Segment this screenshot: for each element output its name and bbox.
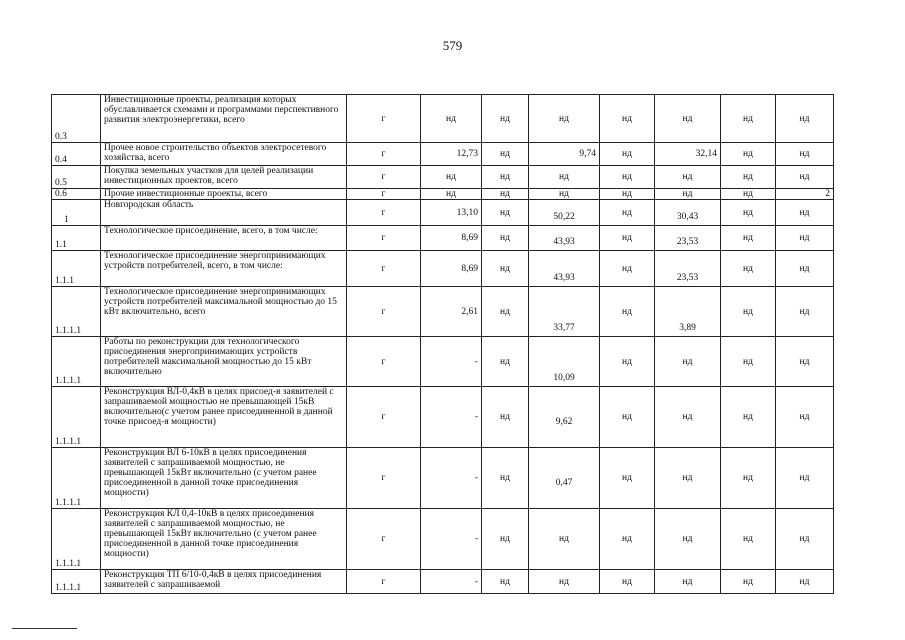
page-number: 579 <box>442 38 463 53</box>
row-value: 9,62 <box>529 387 600 448</box>
row-unit: г <box>347 226 421 251</box>
table-row <box>52 387 834 448</box>
row-value: нд <box>421 95 482 143</box>
row-name: Прочие инвестиционные проекты, всего <box>101 189 347 200</box>
row-value: 33,77 <box>529 287 600 337</box>
row-value: нд <box>482 200 529 226</box>
row-value: нд <box>529 189 600 200</box>
table-row <box>52 337 834 387</box>
row-value: нд <box>482 387 529 448</box>
row-value: нд <box>421 166 482 189</box>
row-name: Реконструкция ТП 6/10-0,4кВ в целях присоединения заявителей с запрашиваемой <box>101 570 347 594</box>
row-name: Реконструкция ВЛ-0,4кВ в целях присоед-я заявителей с запрашиваемой мощностью не превышающей 15кВ включительно(с учетом ранее присоединенной в данной точке присоед-я мощности) <box>101 387 347 448</box>
row-unit: г <box>347 287 421 337</box>
row-value: 13,10 <box>421 200 482 226</box>
row-name: Покупка земельных участков для целей реализации инвестиционных проектов, всего <box>101 166 347 189</box>
row-value: нд <box>482 287 529 337</box>
row-value: 50,22 <box>529 200 600 226</box>
row-value: нд <box>776 143 834 166</box>
row-value: нд <box>655 95 721 143</box>
row-value: нд <box>482 448 529 509</box>
row-value: нд <box>776 570 834 594</box>
row-value: нд <box>776 287 834 337</box>
row-value: нд <box>482 251 529 287</box>
row-unit: г <box>347 448 421 509</box>
row-value: нд <box>721 200 776 226</box>
table-row <box>52 200 834 226</box>
row-value: 43,93 <box>529 226 600 251</box>
row-unit: г <box>347 143 421 166</box>
row-value: нд <box>721 509 776 570</box>
row-value: 2,61 <box>421 287 482 337</box>
row-code: 0.5 <box>52 166 101 189</box>
row-value: 0,47 <box>529 448 600 509</box>
row-value: нд <box>721 337 776 387</box>
row-code: 1.1.1.1 <box>52 448 101 509</box>
row-value: нд <box>655 166 721 189</box>
row-value: нд <box>721 143 776 166</box>
row-unit: г <box>347 189 421 200</box>
row-value: нд <box>482 143 529 166</box>
row-value: нд <box>776 251 834 287</box>
row-value: - <box>421 387 482 448</box>
row-value: нд <box>600 570 655 594</box>
row-value: нд <box>776 226 834 251</box>
row-value: нд <box>655 189 721 200</box>
investment-table <box>51 94 834 594</box>
row-unit: г <box>347 166 421 189</box>
row-value: нд <box>600 337 655 387</box>
row-name: Прочее новое строительство объектов электросетевого хозяйства, всего <box>101 143 347 166</box>
row-unit: г <box>347 509 421 570</box>
row-value: нд <box>600 166 655 189</box>
row-value: нд <box>482 226 529 251</box>
row-value: 9,74 <box>529 143 600 166</box>
row-value: нд <box>721 251 776 287</box>
row-value: нд <box>721 387 776 448</box>
table-row <box>52 287 834 337</box>
row-value: нд <box>482 337 529 387</box>
row-value: - <box>421 509 482 570</box>
row-value: нд <box>776 95 834 143</box>
row-value: 30,43 <box>655 200 721 226</box>
row-value: нд <box>655 570 721 594</box>
row-value: нд <box>655 337 721 387</box>
row-value: 3,89 <box>655 287 721 337</box>
table-row <box>52 143 834 166</box>
row-value: нд <box>529 95 600 143</box>
row-value: нд <box>776 387 834 448</box>
row-value: нд <box>600 95 655 143</box>
row-value: 8,69 <box>421 251 482 287</box>
table-row <box>52 226 834 251</box>
row-unit: г <box>347 337 421 387</box>
row-value: нд <box>600 143 655 166</box>
row-value: нд <box>721 189 776 200</box>
row-name: Технологическое присоединение энергопринимающих устройств потребителей, всего, в том числе: <box>101 251 347 287</box>
row-code: 1.1.1.1 <box>52 337 101 387</box>
row-value: нд <box>600 287 655 337</box>
row-code: 1.1 <box>52 226 101 251</box>
row-value: 12,73 <box>421 143 482 166</box>
row-code: 1.1.1.1 <box>52 287 101 337</box>
row-value: нд <box>529 166 600 189</box>
row-value: нд <box>600 387 655 448</box>
row-value: нд <box>776 200 834 226</box>
row-value: нд <box>482 509 529 570</box>
row-value: нд <box>776 448 834 509</box>
row-name: Работы по реконструкции для технологического присоединения энергопринимающих устройств потребителей максимальной мощностью до 15 кВт включительно <box>101 337 347 387</box>
row-value: - <box>421 448 482 509</box>
table-row <box>52 509 834 570</box>
row-value: нд <box>721 95 776 143</box>
row-value: 23,53 <box>655 251 721 287</box>
table-row <box>52 166 834 189</box>
row-name: Инвестиционные проекты, реализация которых обуславливается схемами и программами перспективного развития электроэнергетики, всего <box>101 95 347 143</box>
row-unit: г <box>347 251 421 287</box>
footnote-divider <box>12 628 77 629</box>
row-value: нд <box>600 448 655 509</box>
row-value: нд <box>482 570 529 594</box>
row-name: Реконструкция ВЛ 6-10кВ в целях присоединения заявителей с запрашиваемой мощностью, не превышающей 15кВт включительно (с учетом ранее присоединенной в данной точке присоединения мощности) <box>101 448 347 509</box>
row-unit: г <box>347 570 421 594</box>
row-code: 1.1.1.1 <box>52 509 101 570</box>
row-value: 32,14 <box>655 143 721 166</box>
row-unit: г <box>347 387 421 448</box>
row-value: нд <box>655 509 721 570</box>
row-value: нд <box>529 509 600 570</box>
table-row <box>52 189 834 200</box>
row-code: 1.1.1 <box>52 251 101 287</box>
row-value: нд <box>721 166 776 189</box>
row-value: нд <box>776 337 834 387</box>
row-value: нд <box>600 251 655 287</box>
row-value: 23,53 <box>655 226 721 251</box>
row-value: нд <box>655 448 721 509</box>
row-value: нд <box>529 570 600 594</box>
table-row <box>52 570 834 594</box>
row-value: 10,09 <box>529 337 600 387</box>
row-value: нд <box>600 189 655 200</box>
row-code: 0.3 <box>52 95 101 143</box>
row-value: нд <box>721 287 776 337</box>
row-code: 1.1.1.1 <box>52 570 101 594</box>
row-value: нд <box>421 189 482 200</box>
row-value: нд <box>776 166 834 189</box>
row-name: Новгородская область <box>101 200 347 226</box>
row-value: нд <box>721 448 776 509</box>
row-value: нд <box>600 200 655 226</box>
table-row <box>52 95 834 143</box>
row-value: нд <box>600 509 655 570</box>
table-row <box>52 448 834 509</box>
row-value: нд <box>776 509 834 570</box>
row-value: 8,69 <box>421 226 482 251</box>
row-code: 1 <box>52 200 101 226</box>
row-value: нд <box>600 226 655 251</box>
row-name: Реконструкция КЛ 0,4-10кВ в целях присоединения заявителей с запрашиваемой мощностью, не превышающей 15кВт включительно (с учетом ранее присоединенной в данной точке присоединения мощности) <box>101 509 347 570</box>
row-value: нд <box>655 387 721 448</box>
table-row <box>52 251 834 287</box>
row-unit: г <box>347 200 421 226</box>
row-code: 1.1.1.1 <box>52 387 101 448</box>
row-value: нд <box>721 570 776 594</box>
row-unit: г <box>347 95 421 143</box>
row-code: 0.6 <box>52 189 101 200</box>
row-value: 2 <box>776 189 834 200</box>
row-value: нд <box>482 95 529 143</box>
row-value: нд <box>721 226 776 251</box>
row-value: 43,93 <box>529 251 600 287</box>
row-value: - <box>421 337 482 387</box>
row-code: 0.4 <box>52 143 101 166</box>
row-value: нд <box>482 189 529 200</box>
row-value: - <box>421 570 482 594</box>
row-name: Технологическое присоединение, всего, в том числе: <box>101 226 347 251</box>
row-name: Технологическое присоединение энергопринимающих устройств потребителей максимальной мощностью до 15 кВт включительно, всего <box>101 287 347 337</box>
row-value: нд <box>482 166 529 189</box>
